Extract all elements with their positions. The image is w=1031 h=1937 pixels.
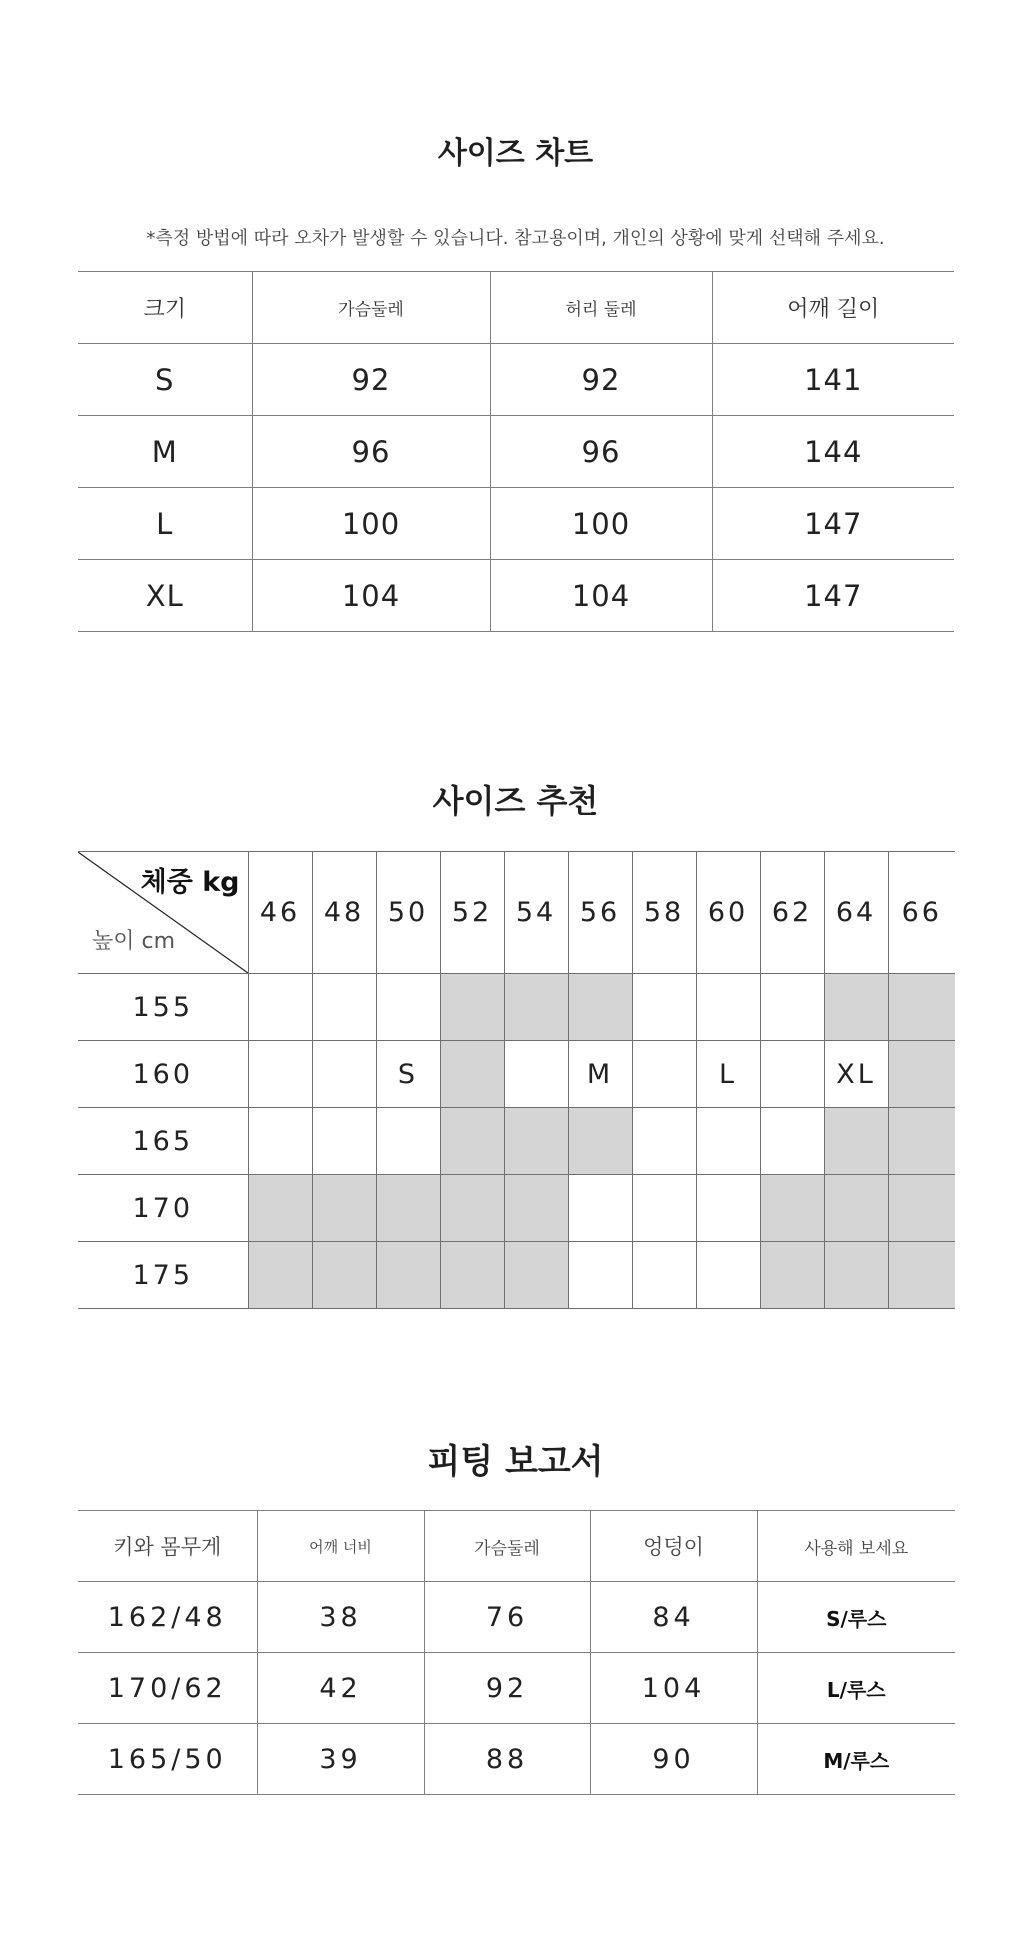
grid-corner-cell	[78, 852, 248, 974]
size-chart-note: *측정 방법에 따라 오차가 발생할 수 있습니다. 참고용이며, 개인의 상황에 맞게 선택해 주세요.	[146, 228, 885, 249]
grid-cell	[888, 1108, 955, 1175]
grid-cell	[888, 1175, 955, 1242]
size-label: S	[78, 344, 252, 416]
fitting-report-title: 피팅 보고서	[427, 1442, 604, 1482]
grid-cell	[248, 974, 312, 1041]
grid-cell	[632, 974, 696, 1041]
weight-header-cell: 62	[760, 852, 824, 974]
table-row	[78, 1582, 955, 1653]
grid-cell	[760, 974, 824, 1041]
hip-value: 104	[590, 1653, 757, 1724]
grid-cell	[376, 1242, 440, 1309]
grid-cell	[312, 1175, 376, 1242]
height-axis-label: 높이 cm	[92, 929, 176, 954]
grid-cell	[760, 1175, 824, 1242]
weight-header-cell: 56	[568, 852, 632, 974]
grid-cell	[888, 1041, 955, 1108]
grid-cell	[504, 1175, 568, 1242]
grid-cell	[568, 974, 632, 1041]
chest-value: 104	[252, 560, 490, 632]
grid-cell	[632, 1175, 696, 1242]
grid-cell	[632, 1041, 696, 1108]
size-label: XL	[78, 560, 252, 632]
height-label: 155	[78, 974, 248, 1041]
grid-cell	[568, 1242, 632, 1309]
height-label: 175	[78, 1242, 248, 1309]
weight-header-cell: 60	[696, 852, 760, 974]
header-waist: 허리 둘레	[490, 272, 712, 344]
table-row	[78, 1653, 955, 1724]
weight-header-cell: 48	[312, 852, 376, 974]
grid-cell	[312, 1041, 376, 1108]
grid-cell	[824, 1242, 888, 1309]
header-height-weight: 키와 몸무게	[78, 1511, 257, 1582]
grid-cell	[248, 1242, 312, 1309]
recommended-size: M/루스	[757, 1724, 955, 1795]
weight-header-cell: 58	[632, 852, 696, 974]
grid-cell: M	[568, 1041, 632, 1108]
weight-header-cell: 64	[824, 852, 888, 974]
grid-cell: S	[376, 1041, 440, 1108]
grid-cell	[376, 974, 440, 1041]
grid-cell	[440, 1242, 504, 1309]
height-row	[78, 1242, 955, 1309]
waist-value: 92	[490, 344, 712, 416]
shoulder-length-value: 144	[712, 416, 954, 488]
waist-value: 96	[490, 416, 712, 488]
chest-value: 76	[424, 1582, 590, 1653]
grid-cell	[824, 1175, 888, 1242]
shoulder-length-value: 147	[712, 560, 954, 632]
shoulder-length-value: 147	[712, 488, 954, 560]
header-shoulder-length: 어깨 길이	[712, 272, 954, 344]
table-row	[78, 560, 954, 632]
height-label: 170	[78, 1175, 248, 1242]
grid-cell	[888, 1242, 955, 1309]
grid-cell	[504, 1108, 568, 1175]
size-chart-table	[78, 271, 954, 632]
grid-cell	[312, 1108, 376, 1175]
header-chest: 가슴둘레	[252, 272, 490, 344]
fitting-report-table	[78, 1510, 955, 1795]
size-chart-title: 사이즈 차트	[437, 136, 594, 171]
header-size: 크기	[78, 272, 252, 344]
grid-cell	[376, 1175, 440, 1242]
grid-cell: L	[696, 1041, 760, 1108]
hip-value: 84	[590, 1582, 757, 1653]
grid-cell	[632, 1108, 696, 1175]
table-row	[78, 344, 954, 416]
grid-cell	[504, 1041, 568, 1108]
chest-value: 88	[424, 1724, 590, 1795]
grid-cell	[504, 1242, 568, 1309]
table-row	[78, 416, 954, 488]
chest-value: 92	[252, 344, 490, 416]
grid-cell	[824, 1108, 888, 1175]
shoulder-width-value: 42	[257, 1653, 424, 1724]
recommended-size: S/루스	[757, 1582, 955, 1653]
grid-cell	[568, 1108, 632, 1175]
grid-cell	[504, 974, 568, 1041]
grid-cell	[248, 1108, 312, 1175]
shoulder-length-value: 141	[712, 344, 954, 416]
header-hip: 엉덩이	[590, 1511, 757, 1582]
grid-cell	[824, 974, 888, 1041]
grid-cell	[248, 1175, 312, 1242]
grid-cell	[760, 1242, 824, 1309]
weight-header-cell: 66	[888, 852, 955, 974]
grid-cell	[696, 1108, 760, 1175]
grid-cell	[312, 974, 376, 1041]
grid-cell	[696, 974, 760, 1041]
grid-cell	[888, 974, 955, 1041]
header-shoulder-width: 어깨 너비	[257, 1511, 424, 1582]
height-weight-value: 162/48	[78, 1582, 257, 1653]
grid-cell	[632, 1242, 696, 1309]
grid-cell	[760, 1041, 824, 1108]
height-row	[78, 1108, 955, 1175]
height-weight-value: 170/62	[78, 1653, 257, 1724]
hip-value: 90	[590, 1724, 757, 1795]
table-row	[78, 488, 954, 560]
grid-cell	[568, 1175, 632, 1242]
grid-cell	[696, 1242, 760, 1309]
height-row	[78, 1175, 955, 1242]
weight-header-cell: 46	[248, 852, 312, 974]
chest-value: 100	[252, 488, 490, 560]
table-row	[78, 1724, 955, 1795]
waist-value: 104	[490, 560, 712, 632]
height-weight-value: 165/50	[78, 1724, 257, 1795]
recommended-size: L/루스	[757, 1653, 955, 1724]
grid-cell: XL	[824, 1041, 888, 1108]
weight-header-cell: 50	[376, 852, 440, 974]
recommendation-grid	[78, 851, 955, 1309]
shoulder-width-value: 39	[257, 1724, 424, 1795]
size-label: L	[78, 488, 252, 560]
grid-cell	[376, 1108, 440, 1175]
weight-axis-label: 체중 kg	[140, 867, 240, 898]
height-label: 165	[78, 1108, 248, 1175]
grid-cell	[440, 1108, 504, 1175]
grid-cell	[760, 1108, 824, 1175]
waist-value: 100	[490, 488, 712, 560]
weight-header-cell: 52	[440, 852, 504, 974]
chest-value: 96	[252, 416, 490, 488]
height-row	[78, 974, 955, 1041]
grid-cell	[440, 1175, 504, 1242]
size-label: M	[78, 416, 252, 488]
height-row	[78, 1041, 955, 1108]
size-chart-header-row	[78, 272, 954, 344]
header-chest: 가슴둘레	[424, 1511, 590, 1582]
grid-cell	[312, 1242, 376, 1309]
fitting-header-row	[78, 1511, 955, 1582]
grid-cell	[440, 1041, 504, 1108]
recommendation-title: 사이즈 추천	[432, 782, 599, 820]
grid-cell	[248, 1041, 312, 1108]
shoulder-width-value: 38	[257, 1582, 424, 1653]
weight-header-cell: 54	[504, 852, 568, 974]
weight-header-row	[78, 852, 955, 974]
chest-value: 92	[424, 1653, 590, 1724]
grid-cell	[696, 1175, 760, 1242]
grid-cell	[440, 974, 504, 1041]
header-try-size: 사용해 보세요	[757, 1511, 955, 1582]
height-label: 160	[78, 1041, 248, 1108]
